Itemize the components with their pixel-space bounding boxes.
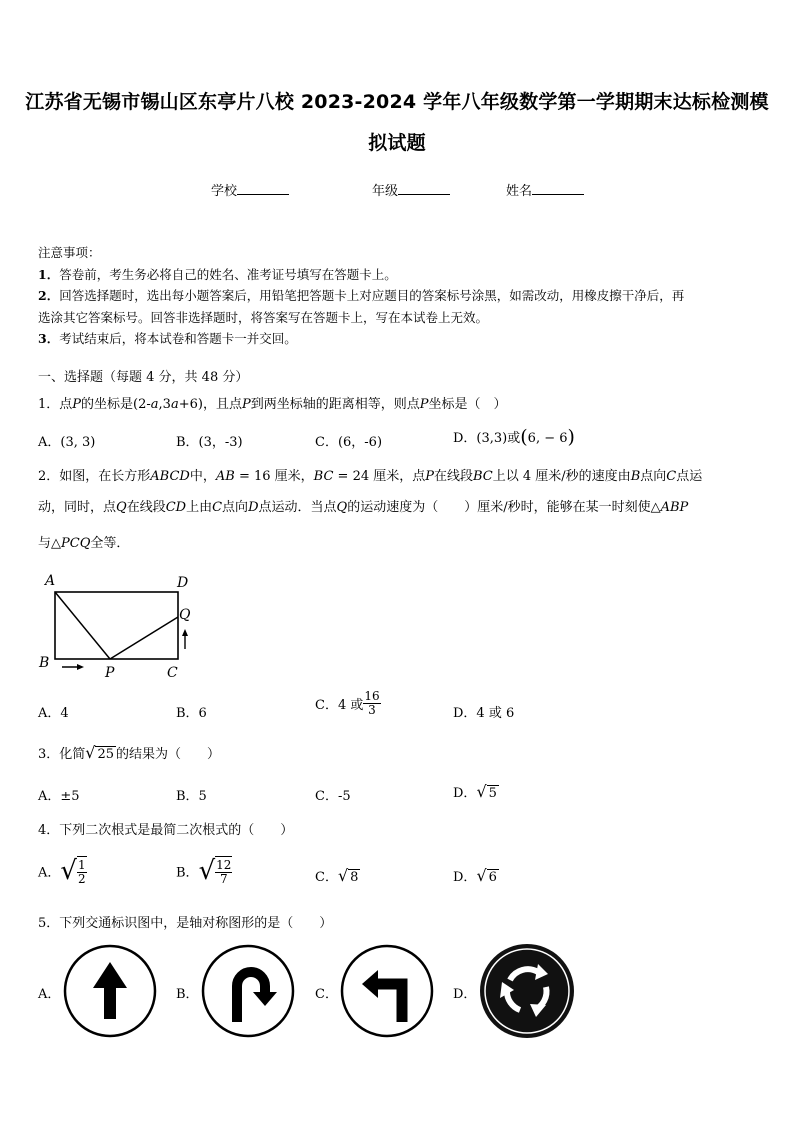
rectangle-abcd [55, 592, 178, 659]
up-arrow-sign-icon[interactable] [63, 944, 157, 1038]
name-label: 姓名 [506, 184, 533, 199]
grade-blank[interactable] [398, 182, 450, 195]
fraction-16-3: $\frac{16}{3}$ [364, 689, 380, 717]
segment-ap [55, 592, 110, 659]
question-3-option-c[interactable]: C．-5 [315, 789, 351, 804]
question-4-option-d[interactable]: D．√ 6 [453, 866, 497, 885]
note-2 [38, 285, 760, 307]
label-d: D [177, 575, 189, 591]
sqrt-fraction-12-7: $\frac{12}{7}$ [216, 858, 232, 886]
question-5-option-d-label[interactable]: D． [453, 987, 477, 1002]
document-title-line1: 江苏省无锡市锡山区东亭片八校 2023-2024 学年八年级数学第一学期期末达标检测模 [25, 91, 769, 113]
question-1-option-c[interactable]: C．(6，-6) [315, 435, 383, 450]
question-4-stem: 4．下列二次根式是最简二次根式的（ ） [38, 823, 294, 838]
question-2-option-a[interactable]: A．4 [38, 706, 69, 721]
sqrt-fraction-1-2: $\frac{1}{2}$ [77, 858, 86, 886]
question-4-option-a[interactable]: A．√ $\frac{1}{2}$ [38, 856, 86, 886]
note-3 [38, 328, 760, 350]
question-2-figure [34, 570, 204, 682]
question-3-option-a[interactable]: A．±5 [38, 789, 80, 804]
p-motion-arrowhead [77, 664, 84, 670]
question-2-stem-line2: 动，同时，点Q在线段CD上由C点向D点运动．当点Q的运动速度为（ ）厘米/秒时，能够在某一时刻使△ABP [38, 500, 689, 515]
question-2-option-c[interactable]: C．4 或 $\frac{16}{3}$ [315, 689, 380, 717]
label-q: Q [179, 607, 191, 623]
note-3-text: 考试结束后，将本试卷和答题卡一并交回。 [59, 331, 297, 346]
school-field[interactable] [211, 180, 289, 199]
grade-field[interactable] [372, 180, 450, 199]
question-1-option-b[interactable]: B．(3，-3) [176, 435, 243, 450]
label-a: A [45, 573, 56, 589]
u-turn-sign-icon[interactable] [201, 944, 295, 1038]
note-2-number: 2． [38, 288, 60, 303]
document-title-line2: 拟试题 [368, 132, 426, 154]
note-1 [38, 264, 760, 286]
question-2-stem-line1: 2．如图，在长方形ABCD中，AB = 16 厘米，BC = 24 厘米，点P在线段BC上以 4 厘米/秒的速度由B点向C点运 [38, 469, 703, 484]
label-c: C [167, 665, 178, 681]
question-5-option-c-label[interactable]: C． [315, 987, 338, 1002]
left-turn-sign-icon[interactable] [340, 944, 434, 1038]
question-2-option-b[interactable]: B．6 [176, 706, 207, 721]
question-5-option-b-label[interactable]: B． [176, 987, 199, 1002]
question-3-stem: 3．化简√ 25 的结果为（ ） [38, 743, 221, 762]
roundabout-sign-icon[interactable] [478, 942, 576, 1040]
question-3-option-b[interactable]: B．5 [176, 789, 207, 804]
label-b: B [39, 655, 50, 671]
question-3-option-d[interactable]: D．√ 5 [453, 782, 497, 801]
question-1-option-d[interactable]: D．(3,3)或(6, − 6) [453, 426, 575, 448]
question-5-stem: 5．下列交通标识图中，是轴对称图形的是（ ） [38, 916, 333, 931]
name-field[interactable] [506, 180, 584, 199]
question-5-option-a-label[interactable]: A． [38, 987, 61, 1002]
note-2-text-line1: 回答选择题时，选出每小题答案后，用铅笔把答题卡上对应题目的答案标号涂黑，如需改动，用橡皮擦干净后，再 [59, 288, 685, 303]
q-motion-arrowhead [182, 629, 188, 636]
notes-heading: 注意事项： [38, 245, 101, 260]
question-4-option-b[interactable]: B．√ $\frac{12}{7}$ [176, 856, 232, 886]
name-blank[interactable] [532, 182, 584, 195]
school-label: 学校 [211, 184, 238, 199]
note-1-number: 1． [38, 266, 60, 282]
note-3-number: 3． [38, 331, 60, 346]
question-4-option-c[interactable]: C．√ 8 [315, 866, 359, 885]
question-1-stem: 1．点P的坐标是(2-a,3a+6)，且点P到两坐标轴的距离相等，则点P坐标是（ ） [38, 397, 507, 412]
section-heading: 一、选择题（每题 4 分，共 48 分） [38, 370, 249, 385]
grade-label: 年级 [372, 184, 399, 199]
question-2-stem-line3: 与△PCQ全等． [38, 536, 130, 551]
note-2-cont: 选涂其它答案标号。回答非选择题时，将答案写在答题卡上，写在本试卷上无效。 [38, 309, 489, 325]
school-blank[interactable] [237, 182, 289, 195]
note-1-text: 答卷前，考生务必将自己的姓名、准考证号填写在答题卡上。 [59, 266, 397, 282]
notes-block [38, 242, 760, 350]
label-p: P [105, 665, 115, 681]
question-1-option-a[interactable]: A．(3, 3) [38, 435, 96, 450]
question-2-option-d[interactable]: D．4 或 6 [453, 706, 515, 721]
segment-pq [110, 617, 178, 659]
